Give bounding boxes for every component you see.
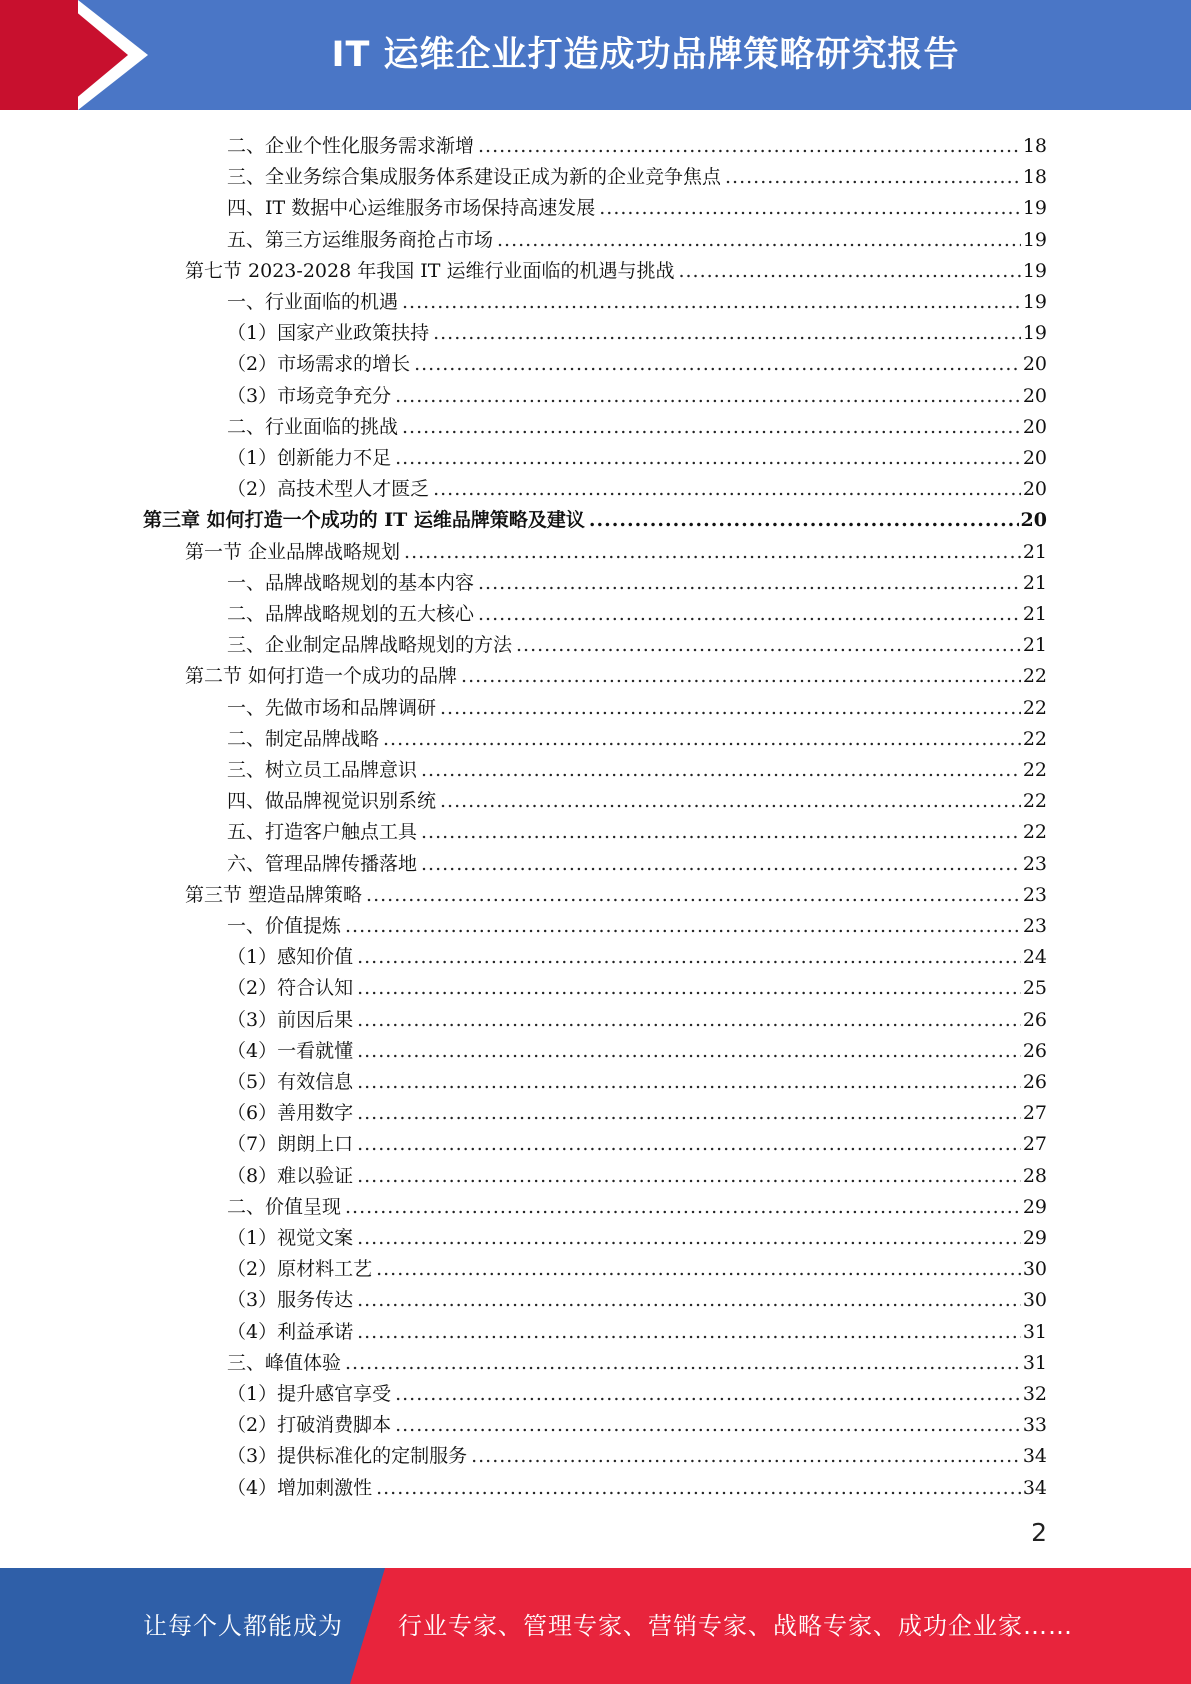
toc-entry-label: （4）一看就懂: [227, 1040, 354, 1062]
toc-entry-page: 19: [1022, 291, 1047, 313]
toc-entry-label: （1）视觉文案: [227, 1227, 354, 1249]
toc-entry-label: 一、先做市场和品牌调研: [227, 697, 437, 719]
toc-leader-dots: [421, 758, 1021, 782]
toc-entry-page: 24: [1022, 946, 1047, 968]
toc-entry-page: 26: [1022, 1071, 1047, 1093]
toc-entry-label: （1）国家产业政策扶持: [227, 322, 430, 344]
toc-leader-dots: [357, 945, 1021, 969]
toc-entry-page: 22: [1022, 790, 1047, 812]
toc-entry[interactable]: [227, 689, 1047, 720]
toc-entry-page: 22: [1022, 697, 1047, 719]
toc-entry[interactable]: [227, 564, 1047, 595]
toc-entry-label: （2）高技术型人才匮乏: [227, 478, 430, 500]
toc-entry[interactable]: [227, 626, 1047, 657]
toc-entry-label: （2）符合认知: [227, 977, 354, 999]
toc-leader-dots: [357, 1320, 1021, 1344]
toc-entry[interactable]: [143, 501, 1047, 532]
toc-entry-label: （5）有效信息: [227, 1071, 354, 1093]
toc-entry[interactable]: [227, 907, 1047, 938]
document-title: IT 运维企业打造成功品牌策略研究报告: [331, 35, 960, 75]
toc-entry[interactable]: [227, 595, 1047, 626]
toc-entry-label: （3）前因后果: [227, 1009, 354, 1031]
toc-leader-dots: [357, 1288, 1021, 1312]
toc-entry-page: 18: [1022, 166, 1047, 188]
toc-entry-page: 19: [1022, 260, 1047, 282]
toc-entry[interactable]: [227, 813, 1047, 844]
toc-entry-page: 22: [1022, 821, 1047, 843]
toc-entry-label: 一、价值提炼: [227, 915, 342, 937]
toc-entry[interactable]: [185, 252, 1047, 283]
toc-entry-label: （1）提升感官享受: [227, 1383, 392, 1405]
toc-leader-dots: [357, 1226, 1021, 1250]
toc-entry-page: 20: [1022, 447, 1047, 469]
toc-entry[interactable]: [227, 1281, 1047, 1312]
toc-entry-label: 二、制定品牌战略: [227, 728, 380, 750]
toc-entry-label: 五、打造客户触点工具: [227, 821, 418, 843]
toc-entry-page: 30: [1022, 1258, 1047, 1280]
toc-entry[interactable]: [227, 969, 1047, 1000]
toc-entry[interactable]: [227, 845, 1047, 876]
toc-leader-dots: [404, 540, 1021, 564]
footer-slogan-left: 让每个人都能成为: [143, 1612, 343, 1640]
toc-entry-page: 34: [1022, 1445, 1047, 1467]
toc-entry-label: （2）市场需求的增长: [227, 353, 411, 375]
toc-leader-dots: [433, 321, 1021, 345]
toc-entry-page: 20: [1022, 353, 1047, 375]
toc-entry-label: 二、品牌战略规划的五大核心: [227, 603, 475, 625]
toc-entry-page: 20: [1022, 385, 1047, 407]
toc-leader-dots: [395, 384, 1021, 408]
toc-entry-label: （1）感知价值: [227, 946, 354, 968]
toc-entry[interactable]: [227, 1157, 1047, 1188]
toc-leader-dots: [402, 290, 1021, 314]
toc-leader-dots: [497, 228, 1021, 252]
toc-entry-page: 21: [1022, 634, 1047, 656]
toc-leader-dots: [599, 196, 1021, 220]
toc-leader-dots: [366, 883, 1021, 907]
page-number: 2: [1031, 1518, 1047, 1547]
toc-entry-page: 33: [1022, 1414, 1047, 1436]
toc-entry[interactable]: [227, 314, 1047, 345]
toc-leader-dots: [395, 446, 1021, 470]
toc-leader-dots: [357, 1070, 1021, 1094]
toc-entry-label: 五、第三方运维服务商抢占市场: [227, 229, 494, 251]
toc-entry-page: 19: [1022, 229, 1047, 251]
toc-entry-page: 22: [1022, 665, 1047, 687]
toc-leader-dots: [357, 1164, 1021, 1188]
toc-entry-label: （8）难以验证: [227, 1165, 354, 1187]
toc-entry-page: 28: [1022, 1165, 1047, 1187]
toc-entry-page: 26: [1022, 1040, 1047, 1062]
toc-leader-dots: [357, 1008, 1021, 1032]
toc-entry[interactable]: [227, 782, 1047, 813]
toc-entry[interactable]: [227, 127, 1047, 158]
toc-entry-label: 第七节 2023-2028 年我国 IT 运维行业面临的机遇与挑战: [185, 260, 675, 282]
toc-entry[interactable]: [227, 1250, 1047, 1281]
toc-entry[interactable]: [185, 657, 1047, 688]
toc-entry-label: 第三节 塑造品牌策略: [185, 884, 363, 906]
toc-entry[interactable]: [227, 720, 1047, 751]
toc-entry[interactable]: [227, 1125, 1047, 1156]
toc-leader-dots: [440, 789, 1021, 813]
toc-entry[interactable]: [227, 1094, 1047, 1125]
toc-entry-label: 二、行业面临的挑战: [227, 416, 399, 438]
toc-leader-dots: [478, 571, 1021, 595]
toc-leader-dots: [478, 134, 1021, 158]
toc-entry-label: 三、树立员工品牌意识: [227, 759, 418, 781]
toc-entry-page: 21: [1022, 541, 1047, 563]
toc-entry-page: 29: [1022, 1227, 1047, 1249]
toc-entry-page: 23: [1022, 853, 1047, 875]
toc-leader-dots: [345, 1195, 1021, 1219]
toc-entry-label: （3）服务传达: [227, 1289, 354, 1311]
toc-entry[interactable]: [227, 221, 1047, 252]
toc-entry[interactable]: [227, 1188, 1047, 1219]
toc-entry-page: 30: [1022, 1289, 1047, 1311]
toc-entry[interactable]: [185, 533, 1047, 564]
toc-leader-dots: [421, 852, 1021, 876]
toc-leader-dots: [376, 1476, 1021, 1500]
toc-entry[interactable]: [185, 876, 1047, 907]
toc-entry-label: （2）原材料工艺: [227, 1258, 373, 1280]
toc-entry-page: 20: [1020, 509, 1047, 531]
toc-leader-dots: [421, 820, 1021, 844]
toc-leader-dots: [471, 1444, 1021, 1468]
toc-entry-page: 21: [1022, 603, 1047, 625]
toc-entry-label: 三、峰值体验: [227, 1352, 342, 1374]
toc-entry-page: 22: [1022, 728, 1047, 750]
toc-leader-dots: [357, 1132, 1021, 1156]
toc-entry-page: 31: [1022, 1352, 1047, 1374]
toc-entry-label: （6）善用数字: [227, 1102, 354, 1124]
toc-leader-dots: [589, 508, 1019, 532]
toc-entry[interactable]: [227, 1313, 1047, 1344]
toc-leader-dots: [440, 696, 1021, 720]
toc-leader-dots: [345, 914, 1021, 938]
toc-entry[interactable]: [227, 1032, 1047, 1063]
toc-entry-label: 二、企业个性化服务需求渐增: [227, 135, 475, 157]
toc-entry[interactable]: [227, 1063, 1047, 1094]
toc-entry-label: 三、全业务综合集成服务体系建设正成为新的企业竞争焦点: [227, 166, 722, 188]
toc-entry-page: 21: [1022, 572, 1047, 594]
toc-leader-dots: [345, 1351, 1021, 1375]
toc-leader-dots: [395, 1382, 1021, 1406]
toc-entry-page: 20: [1022, 416, 1047, 438]
toc-entry[interactable]: [227, 1001, 1047, 1032]
toc-entry-label: 六、管理品牌传播落地: [227, 853, 418, 875]
toc-entry[interactable]: [227, 1219, 1047, 1250]
page-header: [0, 0, 1191, 110]
toc-entry-label: 四、做品牌视觉识别系统: [227, 790, 437, 812]
toc-leader-dots: [402, 415, 1021, 439]
toc-entry-page: 22: [1022, 759, 1047, 781]
toc-entry[interactable]: [227, 189, 1047, 220]
toc-leader-dots: [383, 727, 1021, 751]
toc-entry-page: 27: [1022, 1133, 1047, 1155]
toc-entry-page: 19: [1022, 197, 1047, 219]
page-footer: [0, 1568, 1191, 1684]
toc-entry[interactable]: [227, 751, 1047, 782]
toc-leader-dots: [725, 165, 1021, 189]
toc-entry[interactable]: [227, 1469, 1047, 1500]
toc-entry[interactable]: [227, 283, 1047, 314]
toc-entry-page: 18: [1022, 135, 1047, 157]
toc-entry-label: （3）提供标准化的定制服务: [227, 1445, 468, 1467]
toc-entry-page: 19: [1022, 322, 1047, 344]
toc-leader-dots: [357, 1101, 1021, 1125]
toc-leader-dots: [516, 633, 1021, 657]
toc-entry-label: （4）增加刺激性: [227, 1477, 373, 1499]
toc-leader-dots: [357, 976, 1021, 1000]
toc-entry[interactable]: [227, 470, 1047, 501]
toc-entry[interactable]: [227, 345, 1047, 376]
toc-entry-page: 31: [1022, 1321, 1047, 1343]
toc-entry-page: 27: [1022, 1102, 1047, 1124]
toc-entry-page: 34: [1022, 1477, 1047, 1499]
toc-entry-page: 20: [1022, 478, 1047, 500]
toc-entry[interactable]: [227, 1406, 1047, 1437]
toc-entry[interactable]: [227, 1437, 1047, 1468]
toc-entry[interactable]: [227, 1344, 1047, 1375]
toc-leader-dots: [376, 1257, 1021, 1281]
toc-entry-page: 26: [1022, 1009, 1047, 1031]
toc-entry[interactable]: [227, 408, 1047, 439]
toc-entry-label: （2）打破消费脚本: [227, 1414, 392, 1436]
toc-leader-dots: [357, 1039, 1021, 1063]
toc-entry-label: （7）朗朗上口: [227, 1133, 354, 1155]
toc-leader-dots: [461, 664, 1021, 688]
footer-slogan-right: 行业专家、管理专家、营销专家、战略专家、成功企业家……: [398, 1612, 1073, 1640]
toc-entry-page: 25: [1022, 977, 1047, 999]
toc-entry[interactable]: [227, 1375, 1047, 1406]
toc-leader-dots: [678, 259, 1020, 283]
toc-entry-label: 一、行业面临的机遇: [227, 291, 399, 313]
toc-entry[interactable]: [227, 938, 1047, 969]
toc-entry-label: 第二节 如何打造一个成功的品牌: [185, 665, 458, 687]
toc-entry-label: 二、价值呈现: [227, 1196, 342, 1218]
header-chevron-red: [62, 0, 128, 110]
toc-leader-dots: [414, 352, 1021, 376]
toc-entry-label: （3）市场竞争充分: [227, 385, 392, 407]
toc-entry-page: 29: [1022, 1196, 1047, 1218]
toc-leader-dots: [478, 602, 1021, 626]
toc-entry[interactable]: [227, 439, 1047, 470]
toc-entry-label: 一、品牌战略规划的基本内容: [227, 572, 475, 594]
toc-leader-dots: [433, 477, 1021, 501]
toc-entry-label: 第一节 企业品牌战略规划: [185, 541, 401, 563]
toc-leader-dots: [395, 1413, 1021, 1437]
toc-entry-label: 四、IT 数据中心运维服务市场保持高速发展: [227, 197, 596, 219]
toc-entry-page: 23: [1022, 884, 1047, 906]
toc-entry-label: （4）利益承诺: [227, 1321, 354, 1343]
toc-entry-page: 23: [1022, 915, 1047, 937]
toc-entry-label: 三、企业制定品牌战略规划的方法: [227, 634, 513, 656]
toc-entry-page: 32: [1022, 1383, 1047, 1405]
toc-entry-label: （1）创新能力不足: [227, 447, 392, 469]
toc-entry[interactable]: [227, 377, 1047, 408]
toc-entry-label: 第三章 如何打造一个成功的 IT 运维品牌策略及建议: [143, 509, 585, 531]
toc-entry[interactable]: [227, 158, 1047, 189]
